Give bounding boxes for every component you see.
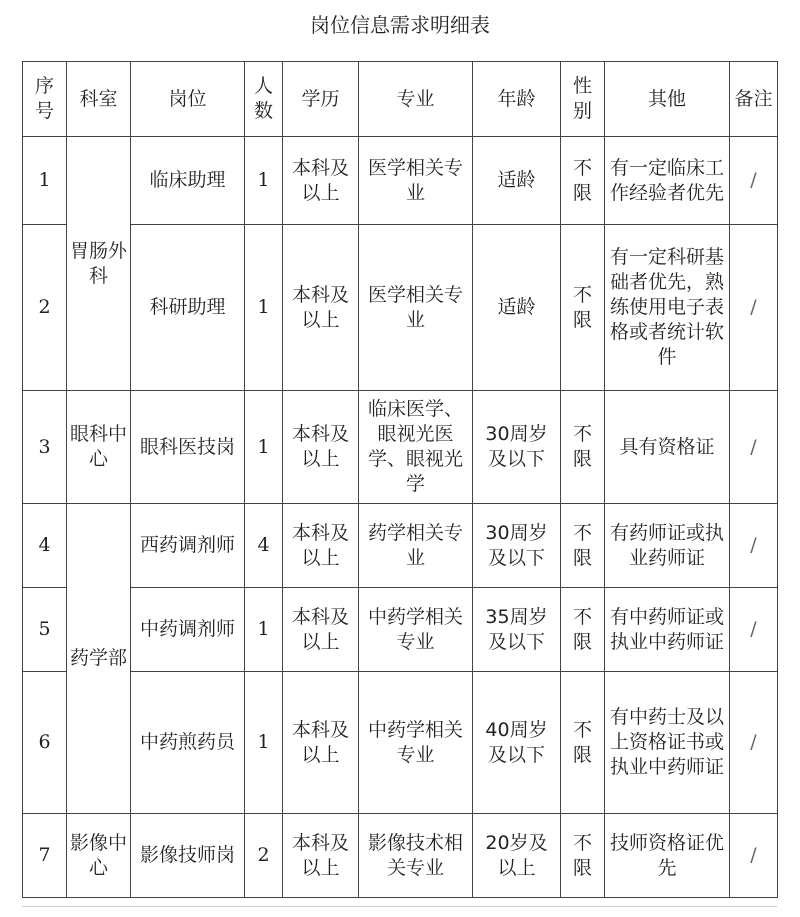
cell-age: 40周岁及以下 <box>473 672 561 814</box>
cell-seq: 2 <box>23 225 67 391</box>
cell-count: 1 <box>245 588 283 672</box>
cell-age: 35周岁及以下 <box>473 588 561 672</box>
cell-seq: 1 <box>23 137 67 225</box>
table-row <box>23 672 778 814</box>
cell-edu: 本科及以上 <box>283 225 359 391</box>
cell-gender: 不限 <box>561 504 605 588</box>
table-row <box>23 391 778 504</box>
cell-age: 30周岁及以下 <box>473 504 561 588</box>
cell-gender: 不限 <box>561 225 605 391</box>
cell-age: 适龄 <box>473 225 561 391</box>
cell-major: 医学相关专业 <box>359 137 473 225</box>
bottom-divider <box>22 906 777 907</box>
cell-count: 1 <box>245 137 283 225</box>
cell-gender: 不限 <box>561 137 605 225</box>
cell-major: 药学相关专业 <box>359 504 473 588</box>
table-row <box>23 137 778 225</box>
cell-count: 1 <box>245 225 283 391</box>
table-row <box>23 225 778 391</box>
cell-post: 中药煎药员 <box>131 672 245 814</box>
cell-remark: / <box>730 504 778 588</box>
header-major: 专业 <box>359 62 473 137</box>
cell-post: 科研助理 <box>131 225 245 391</box>
cell-other: 有一定科研基础者优先，熟练使用电子表格或者统计软件 <box>605 225 730 391</box>
cell-seq: 7 <box>23 814 67 898</box>
cell-edu: 本科及以上 <box>283 588 359 672</box>
cell-remark: / <box>730 391 778 504</box>
cell-post: 影像技师岗 <box>131 814 245 898</box>
cell-gender: 不限 <box>561 588 605 672</box>
header-count: 人数 <box>245 62 283 137</box>
cell-edu: 本科及以上 <box>283 137 359 225</box>
table-row <box>23 814 778 898</box>
cell-gender: 不限 <box>561 814 605 898</box>
cell-remark: / <box>730 137 778 225</box>
cell-major: 临床医学、眼视光医学、眼视光学 <box>359 391 473 504</box>
cell-dept-gi: 胃肠外科 <box>67 137 131 391</box>
header-seq: 序号 <box>23 62 67 137</box>
cell-remark: / <box>730 588 778 672</box>
cell-age: 适龄 <box>473 137 561 225</box>
cell-remark: / <box>730 672 778 814</box>
cell-other: 有药师证或执业药师证 <box>605 504 730 588</box>
cell-other: 有中药士及以上资格证书或执业中药师证 <box>605 672 730 814</box>
cell-edu: 本科及以上 <box>283 814 359 898</box>
cell-dept-eye: 眼科中心 <box>67 391 131 504</box>
cell-count: 4 <box>245 504 283 588</box>
header-row <box>23 62 778 137</box>
cell-major: 影像技术相关专业 <box>359 814 473 898</box>
cell-dept-pharm: 药学部 <box>67 504 131 814</box>
cell-other: 具有资格证 <box>605 391 730 504</box>
table-row <box>23 588 778 672</box>
table-row <box>23 504 778 588</box>
cell-post: 临床助理 <box>131 137 245 225</box>
cell-edu: 本科及以上 <box>283 504 359 588</box>
cell-other: 技师资格证优先 <box>605 814 730 898</box>
cell-other: 有一定临床工作经验者优先 <box>605 137 730 225</box>
cell-remark: / <box>730 814 778 898</box>
header-age: 年龄 <box>473 62 561 137</box>
page-title: 岗位信息需求明细表 <box>310 13 490 37</box>
header-edu: 学历 <box>283 62 359 137</box>
cell-post: 中药调剂师 <box>131 588 245 672</box>
cell-seq: 6 <box>23 672 67 814</box>
cell-remark: / <box>730 225 778 391</box>
cell-post: 眼科医技岗 <box>131 391 245 504</box>
cell-major: 中药学相关专业 <box>359 672 473 814</box>
header-other: 其他 <box>605 62 730 137</box>
job-requirements-table <box>22 61 778 898</box>
cell-count: 1 <box>245 391 283 504</box>
cell-dept-img: 影像中心 <box>67 814 131 898</box>
cell-count: 2 <box>245 814 283 898</box>
cell-major: 中药学相关专业 <box>359 588 473 672</box>
header-post: 岗位 <box>131 62 245 137</box>
cell-major: 医学相关专业 <box>359 225 473 391</box>
cell-count: 1 <box>245 672 283 814</box>
cell-seq: 4 <box>23 504 67 588</box>
header-gender: 性别 <box>561 62 605 137</box>
cell-edu: 本科及以上 <box>283 391 359 504</box>
cell-post: 西药调剂师 <box>131 504 245 588</box>
cell-gender: 不限 <box>561 672 605 814</box>
header-remark: 备注 <box>730 62 778 137</box>
header-dept: 科室 <box>67 62 131 137</box>
cell-other: 有中药师证或执业中药师证 <box>605 588 730 672</box>
cell-age: 20岁及以上 <box>473 814 561 898</box>
cell-gender: 不限 <box>561 391 605 504</box>
cell-seq: 5 <box>23 588 67 672</box>
cell-edu: 本科及以上 <box>283 672 359 814</box>
cell-age: 30周岁及以下 <box>473 391 561 504</box>
cell-seq: 3 <box>23 391 67 504</box>
